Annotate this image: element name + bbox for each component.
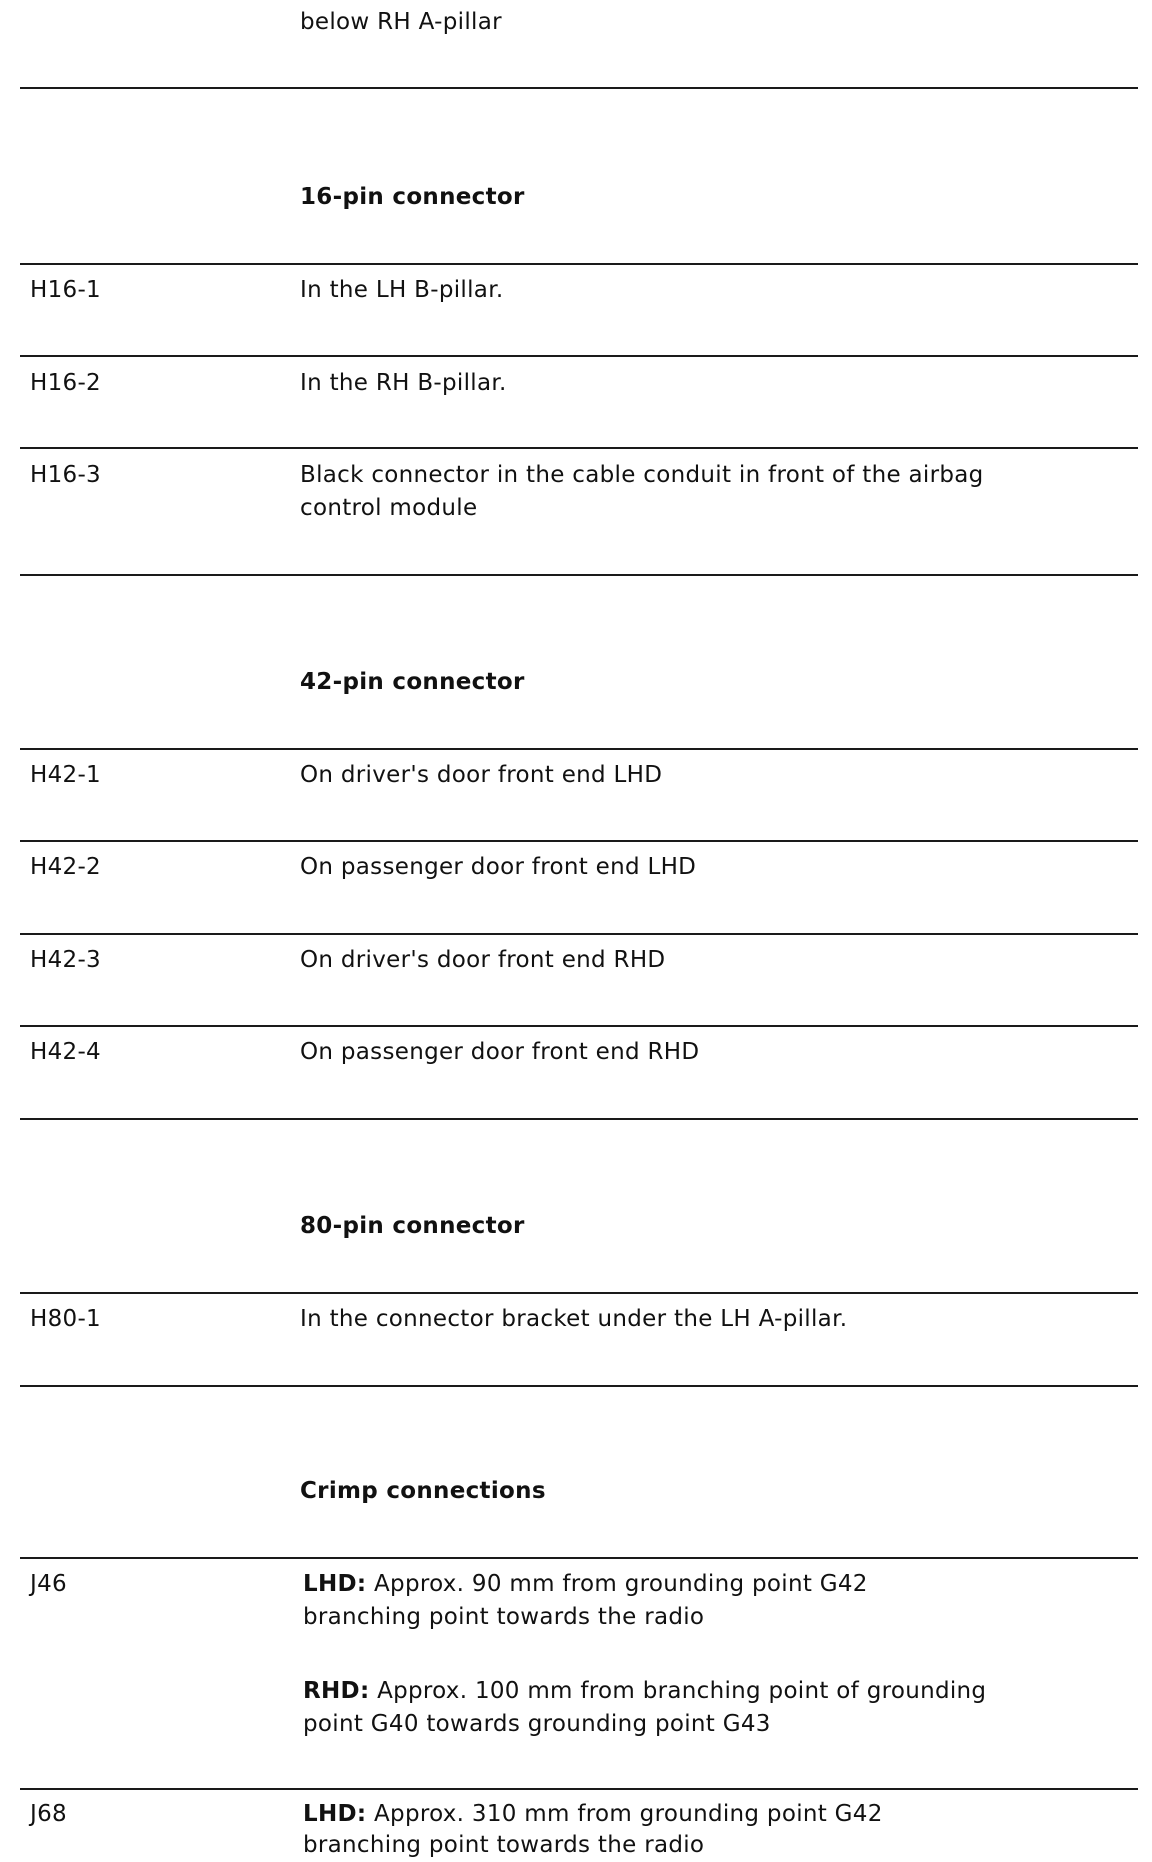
row-divider bbox=[20, 1292, 1138, 1294]
rhd-description-line-1 bbox=[303, 1675, 986, 1708]
lhd-label: LHD: bbox=[303, 1801, 367, 1827]
connector-code: H16-3 bbox=[30, 462, 101, 488]
rhd-description-line-2: point G40 towards grounding point G43 bbox=[303, 1711, 771, 1737]
lhd-label: LHD: bbox=[303, 1571, 367, 1597]
connector-code: H16-2 bbox=[30, 370, 101, 396]
continuation-text: below RH A-pillar bbox=[300, 9, 502, 35]
lhd-description-line-2: branching point towards the radio bbox=[303, 1604, 705, 1630]
connector-location-line-2: control module bbox=[300, 495, 478, 521]
lhd-description-line-2: branching point towards the radio bbox=[303, 1832, 705, 1858]
row-divider bbox=[20, 840, 1138, 842]
row-divider bbox=[20, 933, 1138, 935]
section-heading-16-pin: 16-pin connector bbox=[300, 184, 525, 210]
connector-location: In the connector bracket under the LH A-pillar. bbox=[300, 1306, 848, 1332]
row-divider bbox=[20, 87, 1138, 89]
connector-code: H42-3 bbox=[30, 947, 101, 973]
connector-code: H42-4 bbox=[30, 1039, 101, 1065]
section-heading-80-pin: 80-pin connector bbox=[300, 1213, 525, 1239]
lhd-description-line-1 bbox=[303, 1798, 883, 1831]
crimp-code: J68 bbox=[30, 1801, 67, 1827]
row-divider bbox=[20, 1385, 1138, 1387]
row-divider bbox=[20, 263, 1138, 265]
connector-location: On driver's door front end RHD bbox=[300, 947, 666, 973]
row-divider bbox=[20, 748, 1138, 750]
lhd-text: Approx. 310 mm from grounding point G42 bbox=[366, 1801, 883, 1827]
lhd-text: Approx. 90 mm from grounding point G42 bbox=[366, 1571, 868, 1597]
connector-location-line-1: Black connector in the cable conduit in front of the airbag bbox=[300, 462, 984, 488]
row-divider bbox=[20, 447, 1138, 449]
connector-location: In the RH B-pillar. bbox=[300, 370, 507, 396]
section-heading-42-pin: 42-pin connector bbox=[300, 669, 525, 695]
connector-location: On passenger door front end LHD bbox=[300, 854, 697, 880]
connector-code: H42-1 bbox=[30, 762, 101, 788]
rhd-label: RHD: bbox=[303, 1678, 370, 1704]
crimp-code: J46 bbox=[30, 1571, 67, 1597]
row-divider bbox=[20, 1118, 1138, 1120]
row-divider bbox=[20, 1788, 1138, 1790]
row-divider bbox=[20, 1557, 1138, 1559]
connector-code: H16-1 bbox=[30, 277, 101, 303]
row-divider bbox=[20, 1025, 1138, 1027]
row-divider bbox=[20, 355, 1138, 357]
rhd-text: Approx. 100 mm from branching point of grounding bbox=[369, 1678, 987, 1704]
connector-location: On driver's door front end LHD bbox=[300, 762, 663, 788]
connector-code: H80-1 bbox=[30, 1306, 101, 1332]
row-divider bbox=[20, 574, 1138, 576]
section-heading-crimp: Crimp connections bbox=[300, 1478, 546, 1504]
lhd-description-line-1 bbox=[303, 1568, 868, 1601]
connector-location: In the LH B-pillar. bbox=[300, 277, 504, 303]
connector-location: On passenger door front end RHD bbox=[300, 1039, 700, 1065]
connector-code: H42-2 bbox=[30, 854, 101, 880]
